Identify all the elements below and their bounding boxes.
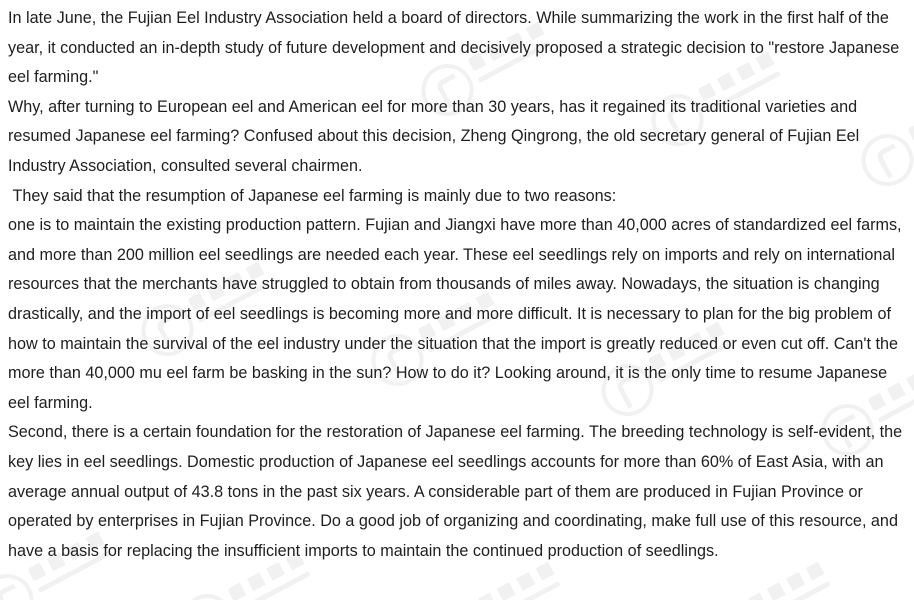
paragraph-reasons-intro: They said that the resumption of Japanese eel farming is mainly due to two reasons:	[8, 186, 617, 205]
paragraph-reason-two: Second, there is a certain foundation for the restoration of Japanese eel farming. The breeding technology is self-evident, the key lies in eel seedlings. Domestic production of Japanese eel seedlings accounts for more than 60% of East Asia, with an average annual output of 43.8 tons in the past six years. A considerable part of them are produced in Fujian Province or operated by enterprises in Fujian Province. Do a good job of organizing and coordinating, make full use of this resource, and have a basis for replacing the insufficient imports to maintain the continued production of seedlings.	[8, 423, 903, 560]
paragraph-reason-one: one is to maintain the existing production pattern. Fujian and Jiangxi have more than 40,000 acres of standardized eel farms, and more than 200 million eel seedlings are needed each year. These eel seedlings rely on imports and rely on international resources that the merchants have struggled to obtain from thousands of miles away. Nowadays, the situation is changing drastically, and the import of eel seedlings is becoming more and more difficult. It is necessary to plan for the big problem of how to maintain the survival of the eel industry under the situation that the import is greatly reduced or even cut off. Can't the more than 40,000 mu eel farm be basking in the sun? How to do it? Looking around, it is the only time to resume Japanese eel farming.	[8, 216, 902, 412]
paragraph-question: Why, after turning to European eel and American eel for more than 30 years, has it regained its traditional varieties and resumed Japanese eel farming? Confused about this decision, Zheng Qingrong, the old secretary general of Fujian Eel Industry Association, consulted several chairmen.	[8, 97, 860, 175]
paragraph-intro: In late June, the Fujian Eel Industry Association held a board of directors. While summarizing the work in the first half of the year, it conducted an in-depth study of future development and decisively proposed a strategic decision to "restore Japanese eel farming."	[8, 9, 900, 87]
